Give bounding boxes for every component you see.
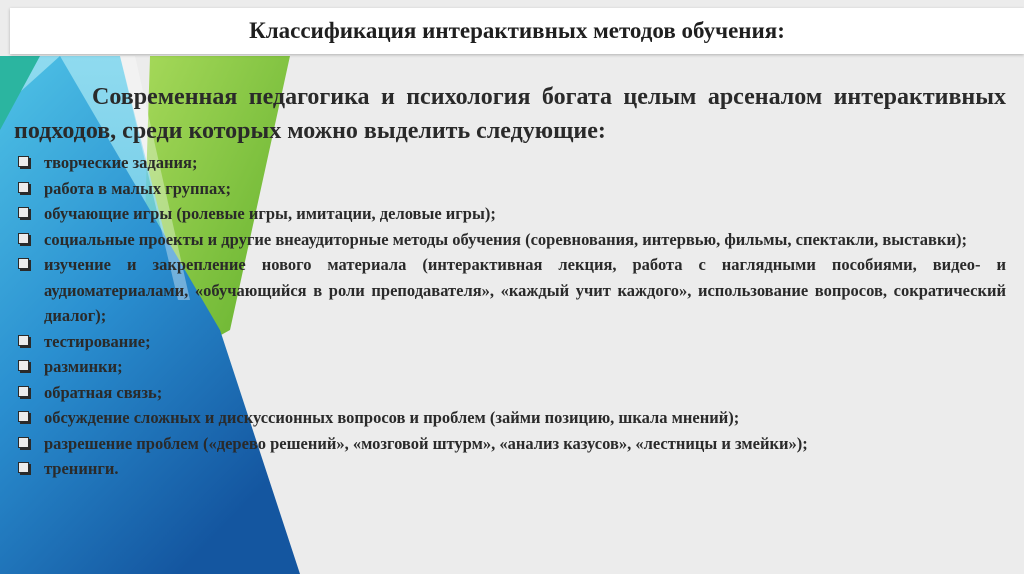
list-item-text: тестирование;: [44, 331, 151, 351]
list-item-text: обсуждение сложных и дискуссионных вопросов и проблем (займи позицию, шкала мнений);: [44, 408, 740, 427]
list-item: [14, 329, 1006, 355]
list-item: [14, 354, 1006, 380]
list-item: [14, 150, 1006, 176]
hollow-square-bullet-icon: [18, 437, 29, 448]
hollow-square-bullet-icon: [18, 182, 29, 193]
list-item: [14, 201, 1006, 227]
list-item-text: обучающие игры (ролевые игры, имитации, деловые игры);: [44, 204, 496, 223]
list-item: [14, 431, 1006, 457]
hollow-square-bullet-icon: [18, 335, 29, 346]
list-item-text: разрешение проблем («дерево решений», «мозговой штурм», «анализ казусов», «лестницы и змейки»);: [44, 433, 808, 453]
hollow-square-bullet-icon: [18, 462, 29, 473]
list-item-text: социальные проекты и другие внеаудиторные методы обучения (соревнования, интервью, фильмы, спектакли, выставки);: [44, 229, 967, 249]
list-item: [14, 456, 1006, 482]
hollow-square-bullet-icon: [18, 233, 29, 244]
hollow-square-bullet-icon: [18, 360, 29, 371]
intro-paragraph: Современная педагогика и психология богата целым арсеналом интерактивных подходов, среди которых можно выделить следующие:: [14, 84, 1006, 144]
hollow-square-bullet-icon: [18, 411, 29, 422]
hollow-square-bullet-icon: [18, 258, 29, 269]
list-item-text: обратная связь;: [44, 382, 163, 402]
hollow-square-bullet-icon: [18, 386, 29, 397]
title-bar: [10, 8, 1024, 54]
list-item-text: работа в малых группах;: [44, 178, 231, 198]
list-item-text: тренинги.: [44, 459, 119, 478]
list-item: [14, 405, 1006, 431]
list-item-text: изучение и закрепление нового материала (интерактивная лекция, работа с наглядными пособиями, видео- и аудиоматериалами, «обучающийся в роли преподавателя», «каждый учит каждого», использование вопросов, сократический диалог);: [44, 255, 1006, 325]
list-item-text: творческие задания;: [44, 153, 198, 172]
list-item: [14, 176, 1006, 202]
list-item: [14, 227, 1006, 253]
page-title: Классификация интерактивных методов обучения:: [249, 18, 785, 43]
list-item: [14, 380, 1006, 406]
hollow-square-bullet-icon: [18, 207, 29, 218]
methods-list: [14, 150, 1006, 482]
list-item-text: разминки;: [44, 357, 123, 376]
slide-content: [14, 80, 1006, 482]
list-item: [14, 252, 1006, 329]
hollow-square-bullet-icon: [18, 156, 29, 167]
